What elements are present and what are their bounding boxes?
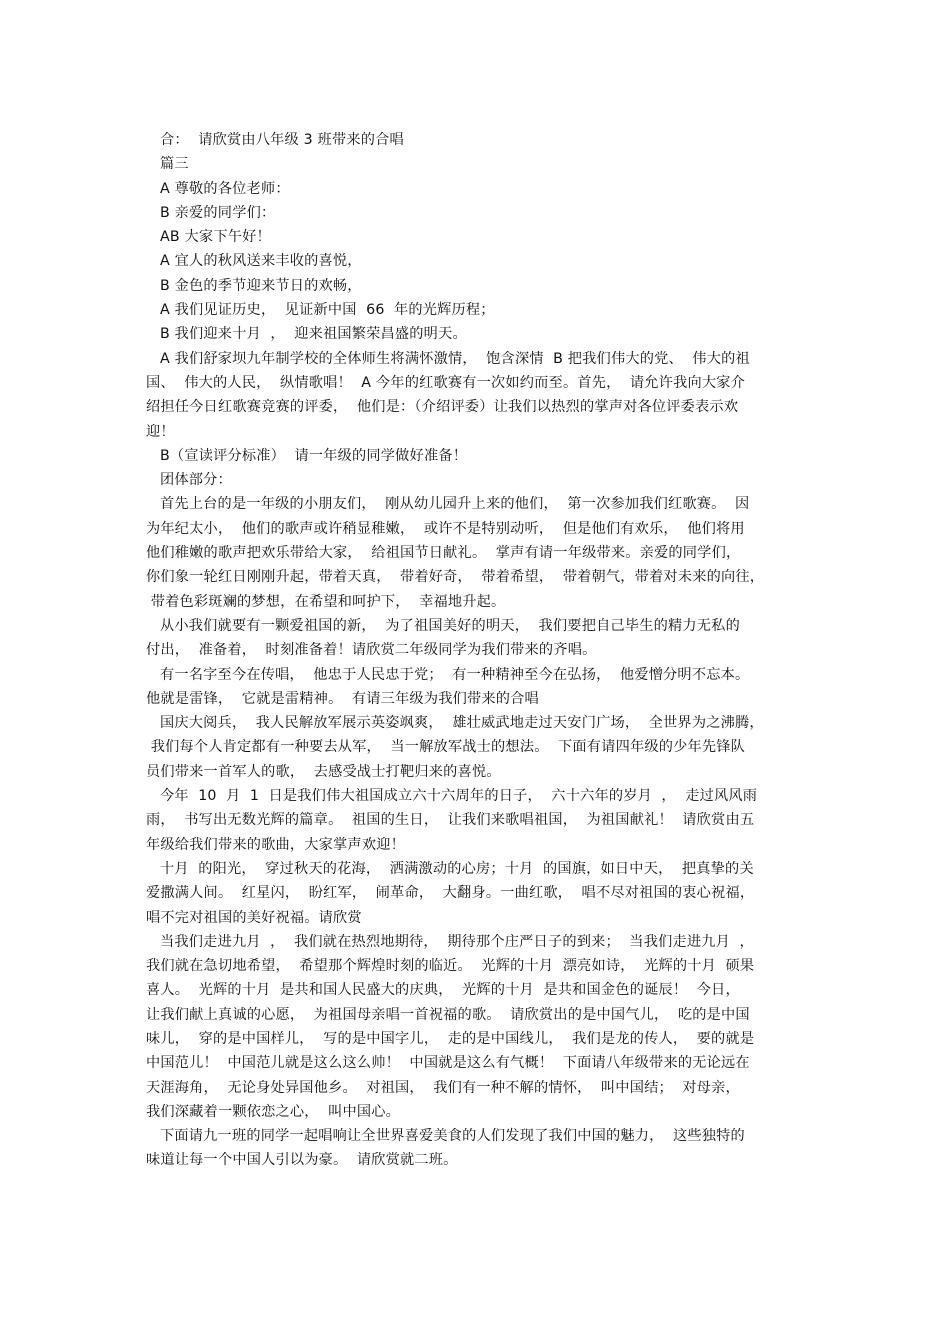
text-line: 带着色彩斑斓的梦想，在希望和呵护下， 幸福地升起。 [146,593,506,610]
text-line: 你们象一轮红日刚刚升起，带着天真， 带着好奇， 带着希望， 带着朝气，带着对未来的向往， [146,569,765,586]
text-line: A 我们见证历史， 见证新中国 66 年的光辉历程； [160,302,495,319]
text-line: B 我们迎来十月 ， 迎来祖国繁荣昌盛的明天。 [160,326,467,343]
text-line: 味儿， 穿的是中国样儿， 写的是中国字儿， 走的是中国线儿， 我们是龙的传人， 要的就是 [146,1030,755,1047]
text-line: 味道让每一个中国人引以为豪。 请欣赏就二班。 [146,1152,458,1169]
text-line: 有一名字至今在传唱， 他忠于人民忠于党； 有一种精神至今在弘扬， 他爱憎分明不忘本。 [160,666,750,683]
text-line: 篇三 [160,156,189,173]
text-line: 他就是雷锋， 它就是雷精神。 有请三年级为我们带来的合唱 [146,690,539,707]
text-line: 绍担任今日红歌赛竞赛的评委， 他们是：（介绍评委）让我们以热烈的掌声对各位评委表示欢 [146,399,739,416]
text-line: 爱撒满人间。 红星闪， 盼红军， 闹革命， 大翻身。一曲红歌， 唱不尽对祖国的衷心祝福， [146,885,755,902]
text-line: AB 大家下午好！ [160,229,271,246]
document-body [146,128,814,1173]
text-line: 让我们献上真诚的心愿， 为祖国母亲唱一首祝福的歌。 请欣赏出的是中国气儿， 吃的是中国 [146,1006,750,1023]
text-line: A 我们舒家坝九年制学校的全体师生将满怀激情， 饱含深情 B 把我们伟大的党、 伟大的祖 [160,350,750,367]
text-line: 国庆大阅兵， 我人民解放军展示英姿飒爽， 雄壮威武地走过天安门广场， 全世界为之沸腾， [160,715,764,732]
text-line: 他们稚嫩的歌声把欢乐带给大家， 给祖国节日献礼。 掌声有请一年级带来。亲爱的同学们， [146,545,741,562]
text-line: 为年纪太小， 他们的歌声或许稍显稚嫩， 或许不是特别动听， 但是他们有欢乐， 他们将用 [146,520,745,537]
text-line: 雨， 书写出无数光辉的篇章。 祖国的生日， 让我们来歌唱祖国， 为祖国献礼！ 请欣赏由五 [146,812,755,829]
text-line: A 宜人的秋风送来丰收的喜悦， [160,253,362,270]
text-line: B（宣读评分标准） 请一年级的同学做好准备！ [160,447,468,464]
text-line: 下面请九一班的同学一起唱响让全世界喜爱美食的人们发现了我们中国的魅力， 这些独特的 [160,1128,745,1145]
text-line: 中国范儿！ 中国范儿就是这么这么帅！ 中国就是这么有气概！ 下面请八年级带来的无论远在 [146,1055,750,1072]
text-line: 团体部分： [160,472,232,489]
text-line: 今年 10 月 1 日是我们伟大祖国成立六十六周年的日子， 六十六年的岁月 ， 走过风风雨 [160,788,758,805]
text-line: 首先上台的是一年级的小朋友们， 刚从幼儿园升上来的他们， 第一次参加我们红歌赛。 因 [160,496,750,513]
text-line: 国、 伟大的人民， 纵情歌唱！ A 今年的红歌赛有一次如约而至。首先， 请允许我向大家介 [146,374,746,391]
text-line: B 亲爱的同学们： [160,204,276,221]
text-line: 我们就在急切地希望， 希望那个辉煌时刻的临近。 光辉的十月 漂亮如诗， 光辉的十月 硕果 [146,958,755,975]
text-line: 唱不完对祖国的美好祝福。请欣赏 [146,909,362,926]
text-line: A 尊敬的各位老师： [160,180,290,197]
text-line: 喜人。 光辉的十月 是共和国人民盛大的庆典， 光辉的十月 是共和国金色的诞辰！ 今日， [146,982,740,999]
text-line: 付出， 准备着， 时刻准备着！请欣赏二年级同学为我们带来的齐唱。 [146,642,597,659]
text-line: 十月 的阳光， 穿过秋天的花海， 洒满激动的心房；十月 的国旗，如日中天， 把真挚的关 [160,860,754,877]
text-line: 迎！ [146,423,175,440]
text-line: 当我们走进九月 ， 我们就在热烈地期待， 期待那个庄严日子的到来； 当我们走进九月 ， [160,933,754,950]
text-line: 我们每个人肯定都有一种要去从军， 当一解放军战士的想法。 下面有请四年级的少年先锋队 [146,739,746,756]
text-line: 我们深藏着一颗依恋之心， 叫中国心。 [146,1103,401,1120]
text-line: 年级给我们带来的歌曲，大家掌声欢迎！ [146,836,405,853]
text-line: 合： 请欣赏由八年级 3 班带来的合唱 [160,132,404,148]
text-line: 从小我们就要有一颗爱祖国的新， 为了祖国美好的明天， 我们要把自己毕生的精力无私的 [160,617,740,634]
text-line: 员们带来一首军人的歌， 去感受战士打靶归来的喜悦。 [146,763,501,780]
text-line: B 金色的季节迎来节日的欢畅， [160,277,362,294]
text-line: 天涯海角， 无论身处异国他乡。 对祖国， 我们有一种不解的情怀， 叫中国结； 对母亲， [146,1079,740,1096]
